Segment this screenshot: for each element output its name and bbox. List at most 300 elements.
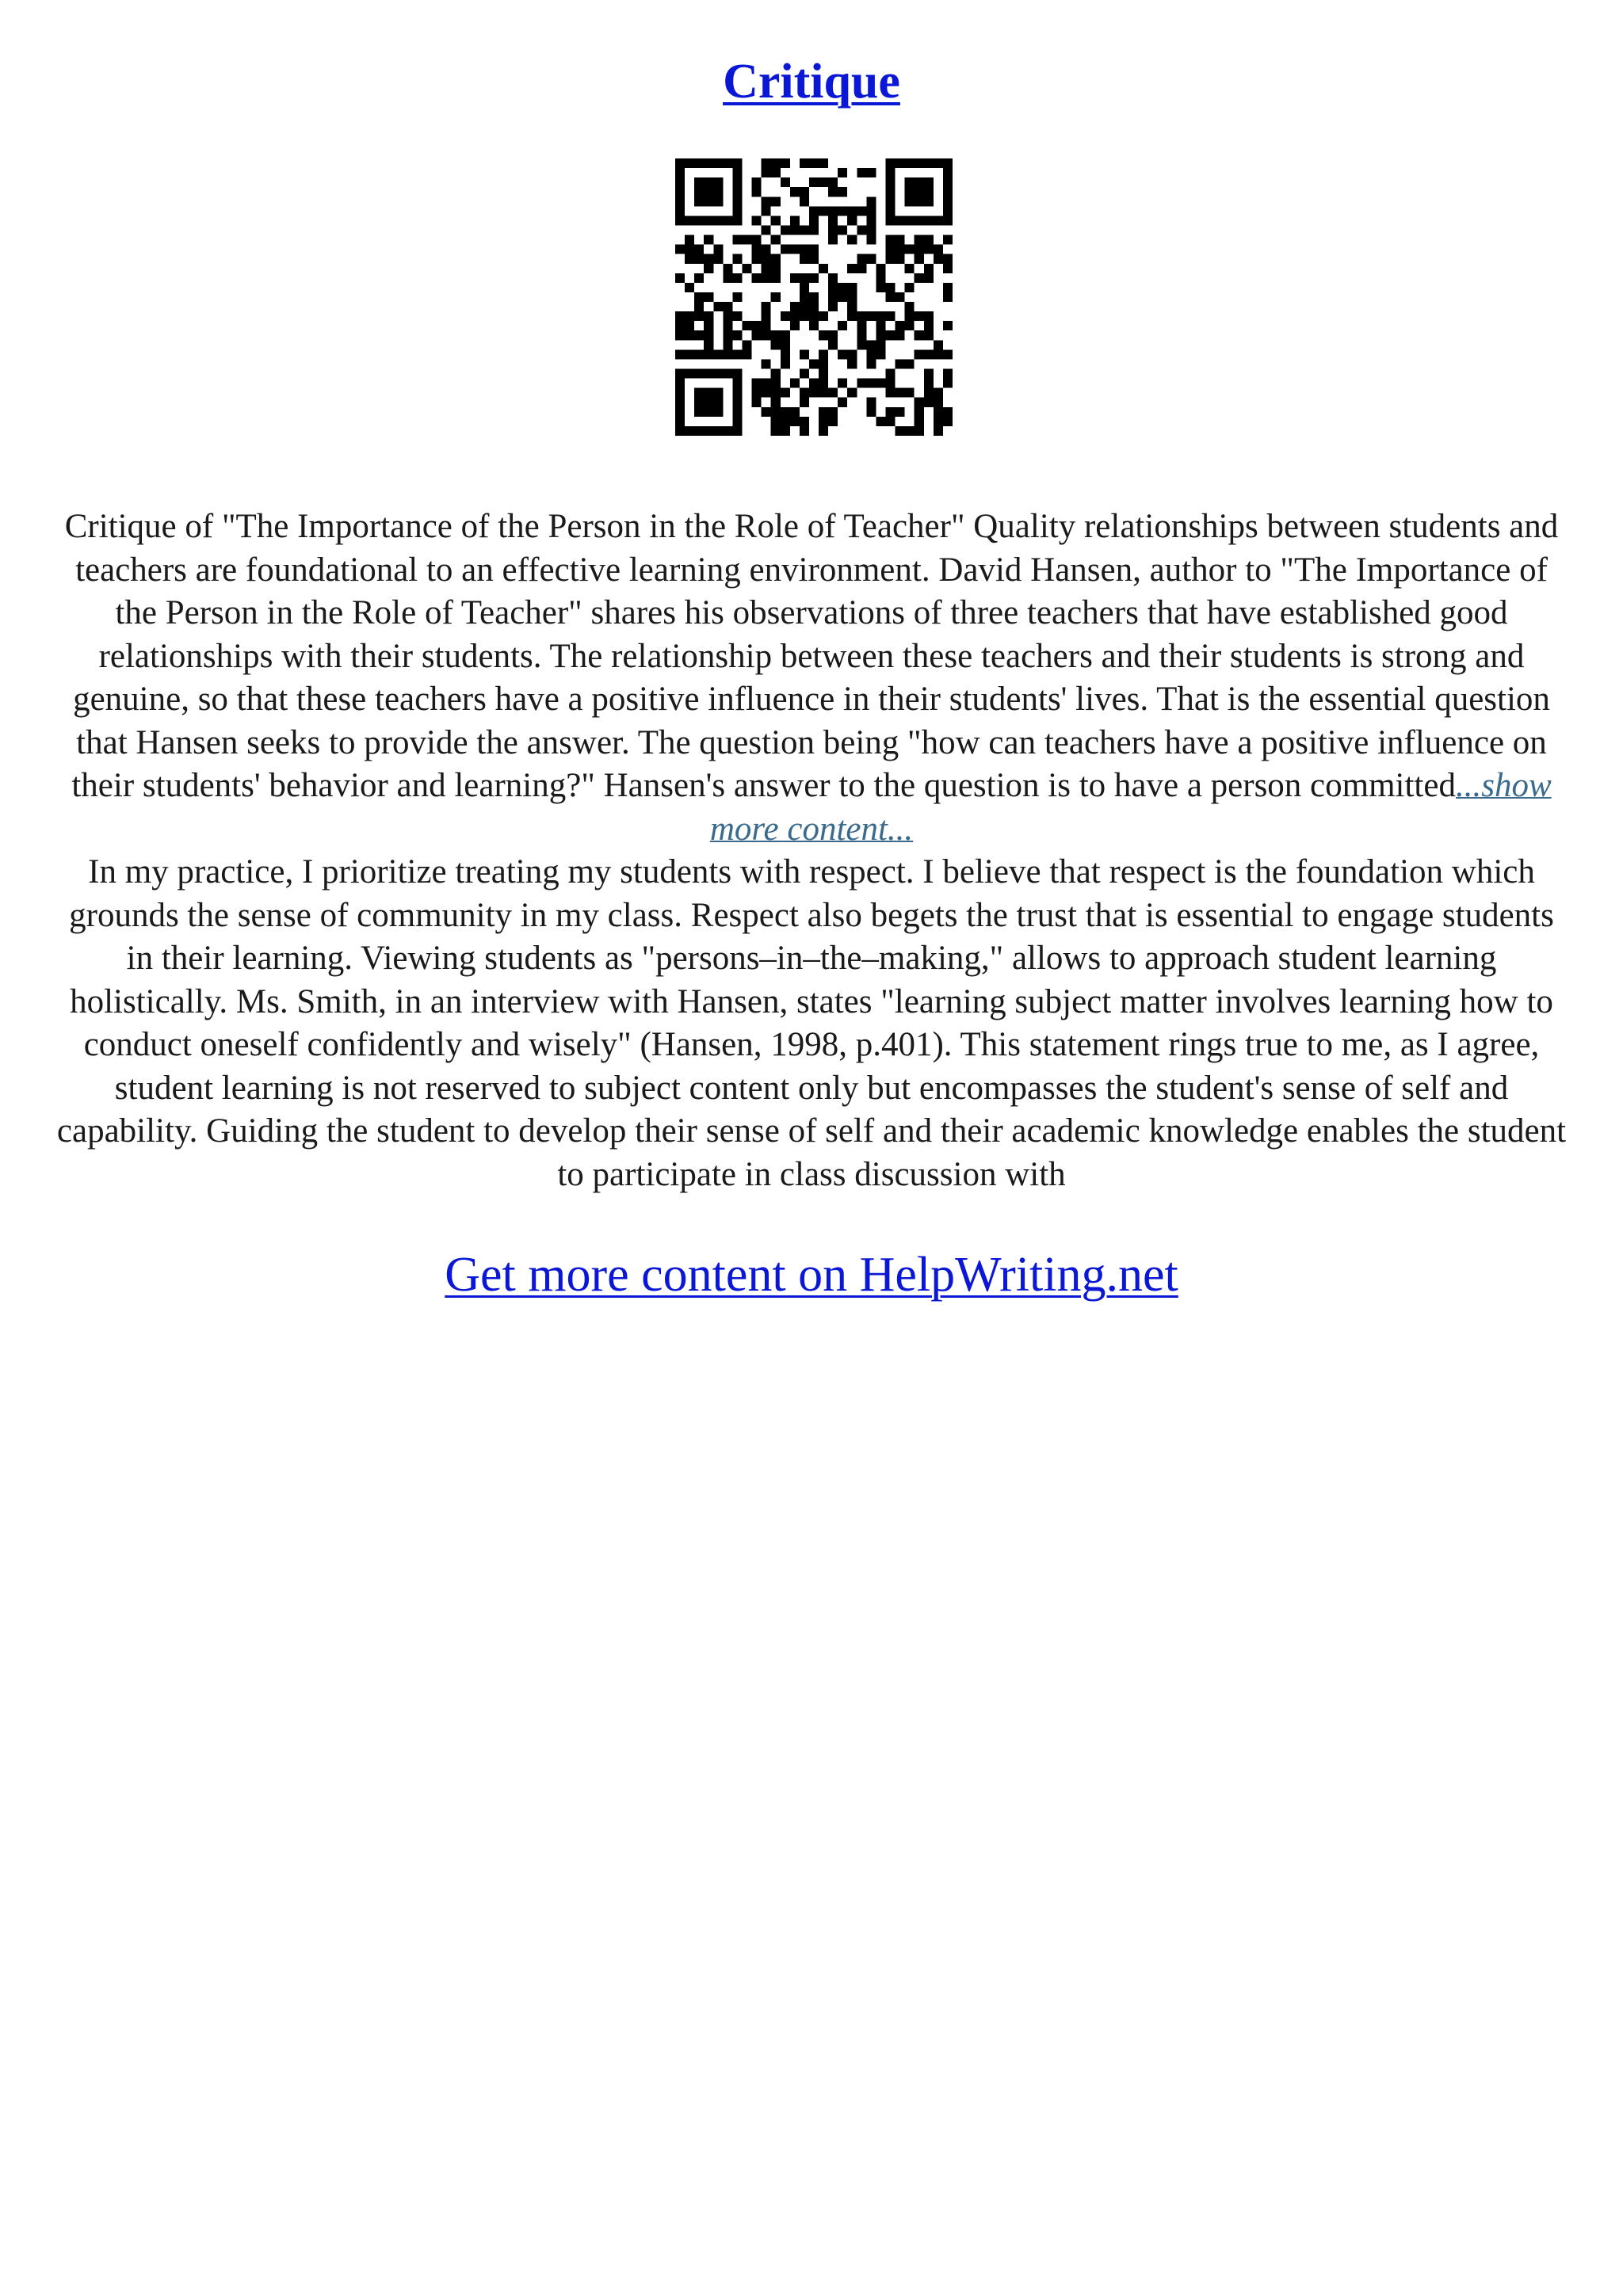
qr-module [675,379,685,388]
qr-module [752,321,762,330]
qr-module [771,407,781,417]
qr-module [915,245,924,254]
qr-module [847,311,857,321]
qr-module [800,292,809,302]
qr-module [886,330,896,340]
qr-module [924,245,934,254]
qr-module [742,349,751,359]
qr-module [934,340,943,349]
qr-module [752,245,762,254]
qr-module [819,388,828,398]
qr-module [934,407,943,417]
qr-module [762,168,771,177]
qr-module [732,158,742,168]
qr-module [847,302,857,311]
qr-module [934,398,943,407]
qr-module [704,187,713,196]
qr-module [742,235,751,245]
qr-module [723,321,732,330]
qr-module [694,215,704,225]
qr-module [943,196,953,206]
qr-module [790,311,800,321]
qr-module [828,340,838,349]
qr-module [828,407,838,417]
qr-module [732,426,742,436]
qr-module [723,426,732,436]
qr-module [905,158,915,168]
qr-module [732,206,742,215]
qr-module [924,215,934,225]
qr-module [685,349,694,359]
qr-module [685,311,694,321]
qr-module [694,330,704,340]
qr-module [876,283,885,292]
qr-module [915,330,924,340]
qr-module [905,187,915,196]
qr-module [800,283,809,292]
qr-module [790,407,800,417]
qr-module [675,215,685,225]
qr-module [781,349,790,359]
qr-module [838,321,847,330]
qr-module [857,168,866,177]
qr-module [675,407,685,417]
qr-module [819,206,828,215]
qr-module [675,369,685,379]
qr-module [838,292,847,302]
qr-module [876,264,885,273]
qr-module [886,177,896,187]
qr-module [819,407,828,417]
qr-module [713,215,723,225]
qr-module [790,321,800,330]
qr-module [800,398,809,407]
qr-module [809,388,819,398]
qr-module [876,379,885,388]
qr-module [704,369,713,379]
qr-module [800,369,809,379]
qr-module [762,407,771,417]
qr-module [886,292,896,302]
qr-module [790,245,800,254]
qr-module [790,225,800,235]
qr-module [886,168,896,177]
qr-module [896,215,905,225]
qr-module [742,340,751,349]
qr-module [685,283,694,292]
qr-module [819,417,828,426]
qr-module [924,235,934,245]
qr-module [809,215,819,225]
qr-module [886,379,896,388]
qr-module [857,206,866,215]
qr-module [790,215,800,225]
qr-module [876,417,885,426]
qr-module [924,187,934,196]
qr-module [915,196,924,206]
qr-module [828,283,838,292]
qr-module [732,177,742,187]
qr-module [886,254,896,264]
qr-module [886,206,896,215]
qr-module [685,254,694,264]
qr-module [905,196,915,206]
qr-module [847,292,857,302]
qr-module [771,340,781,349]
qr-module [857,321,866,330]
qr-module [934,426,943,436]
qr-module [771,388,781,398]
qr-module [838,187,847,196]
qr-module [828,302,838,311]
qr-module [713,196,723,206]
qr-module [694,388,704,398]
qr-module [732,311,742,321]
qr-module [905,264,915,273]
qr-module [896,245,905,254]
qr-module [809,225,819,235]
qr-module [704,330,713,340]
qr-module [838,398,847,407]
qr-module [905,388,915,398]
qr-module [934,388,943,398]
footer [0,1245,1623,1304]
paragraph-intro [55,505,1568,851]
qr-module [752,379,762,388]
qr-module [732,292,742,302]
qr-module [943,168,953,177]
qr-module [866,225,876,235]
qr-module [771,379,781,388]
qr-module [943,369,953,379]
qr-module [771,168,781,177]
qr-module [713,187,723,196]
qr-module [781,388,790,398]
qr-module [732,235,742,245]
qr-module [713,398,723,407]
qr-module [713,388,723,398]
qr-module [847,215,857,225]
qr-module [934,349,943,359]
qr-module [800,158,809,168]
qr-module [886,187,896,196]
qr-module [943,292,953,302]
qr-module [694,349,704,359]
qr-module [915,235,924,245]
qr-module [828,273,838,283]
qr-module [847,349,857,359]
qr-module [828,330,838,340]
qr-module [675,168,685,177]
qr-module [847,235,857,245]
qr-module [886,196,896,206]
qr-module [886,388,896,398]
qr-module [675,330,685,340]
qr-module [943,215,953,225]
qr-module [762,330,771,340]
qr-module [704,196,713,206]
qr-module [896,235,905,245]
qr-module [732,398,742,407]
qr-module [800,254,809,264]
qr-module [704,235,713,245]
qr-module [781,417,790,426]
qr-module [694,158,704,168]
paragraph-intro-text: Critique of "The Importance of the Person in the Role of Teacher" Quality relationships between students and teachers are foundational to an effective learning environment. David Hansen, author to "The Importance of the Person in the Role of Teacher" shares his observations of three teachers that have established good relationships with their students. The relationship between these teachers and their students is strong and genuine, so that these teachers have a positive influence in their students' lives. That is the essential question that Hansen seeks to provide the answer. The question being "how can teachers have a positive influence on their students' behavior and learning?" Hansen's answer to the question is to have a person committed [64,508,1559,804]
qr-module [771,158,781,168]
qr-module [713,302,723,311]
qr-module [886,417,896,426]
qr-module [675,245,685,254]
qr-module [896,158,905,168]
qr-module [809,245,819,254]
qr-module [790,273,800,283]
qr-module [876,273,885,283]
qr-module [924,273,934,283]
qr-module [915,254,924,264]
qr-module [675,426,685,436]
qr-module [857,340,866,349]
qr-module [896,426,905,436]
qr-module [819,369,828,379]
qr-module [694,254,704,264]
qr-module [732,215,742,225]
qr-module [790,187,800,196]
qr-module [809,158,819,168]
qr-module [886,245,896,254]
qr-module [800,187,809,196]
qr-module [905,302,915,311]
qr-module [800,225,809,235]
qr-module [819,349,828,359]
qr-module [781,245,790,254]
qr-module [694,196,704,206]
qr-module [866,349,876,359]
qr-module [915,177,924,187]
qr-module [886,369,896,379]
qr-module [732,388,742,398]
qr-module [771,330,781,340]
qr-module [675,311,685,321]
qr-module [924,158,934,168]
qr-module [713,407,723,417]
qr-module [934,245,943,254]
qr-module [857,311,866,321]
qr-module [828,187,838,196]
qr-module [704,215,713,225]
qr-module [800,311,809,321]
qr-module [704,264,713,273]
qr-module [752,215,762,225]
qr-module [943,321,953,330]
qr-module [675,321,685,330]
qr-module [762,206,771,215]
qr-module [723,369,732,379]
qr-module [857,225,866,235]
qr-module [866,311,876,321]
qr-module [915,187,924,196]
qr-module [713,177,723,187]
qr-module [713,245,723,254]
qr-module [924,398,934,407]
qr-module [905,321,915,330]
qr-module [876,330,885,340]
qr-module [857,330,866,340]
qr-module [828,215,838,225]
qr-module [905,215,915,225]
qr-module [762,196,771,206]
qr-module [800,273,809,283]
qr-module [905,426,915,436]
qr-module [934,215,943,225]
qr-module [905,245,915,254]
footer-link[interactable]: Get more content on HelpWriting.net [445,1248,1178,1302]
qr-module [723,215,732,225]
qr-module [905,311,915,321]
qr-module [781,158,790,168]
qr-module [762,359,771,368]
qr-module [694,302,704,311]
qr-module [781,311,790,321]
qr-module [704,340,713,349]
qr-module [876,311,885,321]
qr-module [704,177,713,187]
qr-module [924,349,934,359]
qr-module [723,311,732,321]
page-title [0,52,1623,111]
qr-module [713,349,723,359]
qr-module [924,196,934,206]
qr-module [771,273,781,283]
paragraph-practice: In my practice, I prioritize treating my students with respect. I believe that respect is the foundation which grounds the sense of community in my class. Respect also begets the trust that is essential to engage students in their learning. Viewing students as "persons–in–the–making," allows to approach student learning holistically. Ms. Smith, in an interview with Hansen, states "learning subject matter involves learning how to conduct oneself confidently and wisely" (Hansen, 1998, p.401). This statement rings true to me, as I agree, student learning is not reserved to subject content only but encompasses the student's sense of self and capability. Guiding the student to develop their sense of self and their academic knowledge enables the student to participate in class discussion with [56,853,1567,1193]
qr-module [762,379,771,388]
qr-module [752,388,762,398]
qr-module [866,398,876,407]
qr-module [886,158,896,168]
qr-module [934,158,943,168]
qr-module [762,273,771,283]
qr-module [732,369,742,379]
qr-module [819,359,828,368]
qr-module [924,311,934,321]
qr-module [828,417,838,426]
qr-module [943,283,953,292]
qr-module [886,283,896,292]
qr-module [704,254,713,264]
qr-module [915,417,924,426]
qr-module [905,359,915,368]
qr-module [781,225,790,235]
qr-module [771,215,781,225]
qr-module [924,388,934,398]
qr-module [781,340,790,349]
qr-module [685,158,694,168]
qr-module [943,177,953,187]
qr-module [732,187,742,196]
qr-module [886,311,896,321]
qr-module [771,417,781,426]
qr-module [685,235,694,245]
qr-module [771,196,781,206]
qr-module [809,311,819,321]
qr-module [685,330,694,340]
qr-module [685,426,694,436]
qr-module [752,235,762,245]
qr-module [694,407,704,417]
qr-module [800,388,809,398]
qr-module [943,235,953,245]
qr-module [924,321,934,330]
qr-module [866,359,876,368]
qr-module [694,187,704,196]
qr-module [896,321,905,330]
qr-module [809,273,819,283]
qr-module [847,388,857,398]
qr-module [762,225,771,235]
qr-module [819,158,828,168]
qr-module [809,321,819,330]
qr-module [943,407,953,417]
qr-module [915,407,924,417]
qr-module [924,369,934,379]
qr-module [771,369,781,379]
qr-module [943,158,953,168]
qr-module [838,283,847,292]
qr-module [838,206,847,215]
qr-module [915,311,924,321]
qr-module [800,245,809,254]
qr-module [713,158,723,168]
qr-module [732,330,742,340]
qr-module [732,168,742,177]
qr-module [809,302,819,311]
qr-module [752,330,762,340]
qr-module [694,245,704,254]
qr-module [847,264,857,273]
qr-module [943,254,953,264]
qr-module [915,273,924,283]
qr-module [800,349,809,359]
qr-module [732,196,742,206]
qr-module [800,417,809,426]
qr-module [924,177,934,187]
qr-module [675,388,685,398]
qr-module [915,349,924,359]
qr-module [924,330,934,340]
qr-module [762,321,771,330]
qr-module [771,264,781,273]
qr-module [762,264,771,273]
qr-module [866,206,876,215]
title-link[interactable]: Critique [723,55,900,109]
qr-module [866,379,876,388]
qr-module [771,292,781,302]
qr-module [771,426,781,436]
qr-module [809,292,819,302]
document-body [55,505,1568,1196]
qr-module [943,349,953,359]
qr-module [732,407,742,417]
qr-module [732,349,742,359]
qr-module [704,292,713,302]
qr-module [723,340,732,349]
qr-module [838,225,847,235]
qr-module [800,196,809,206]
qr-module [876,321,885,330]
qr-module [781,426,790,436]
qr-module [934,417,943,426]
show-more-link[interactable]: ...show more content... [709,767,1552,848]
